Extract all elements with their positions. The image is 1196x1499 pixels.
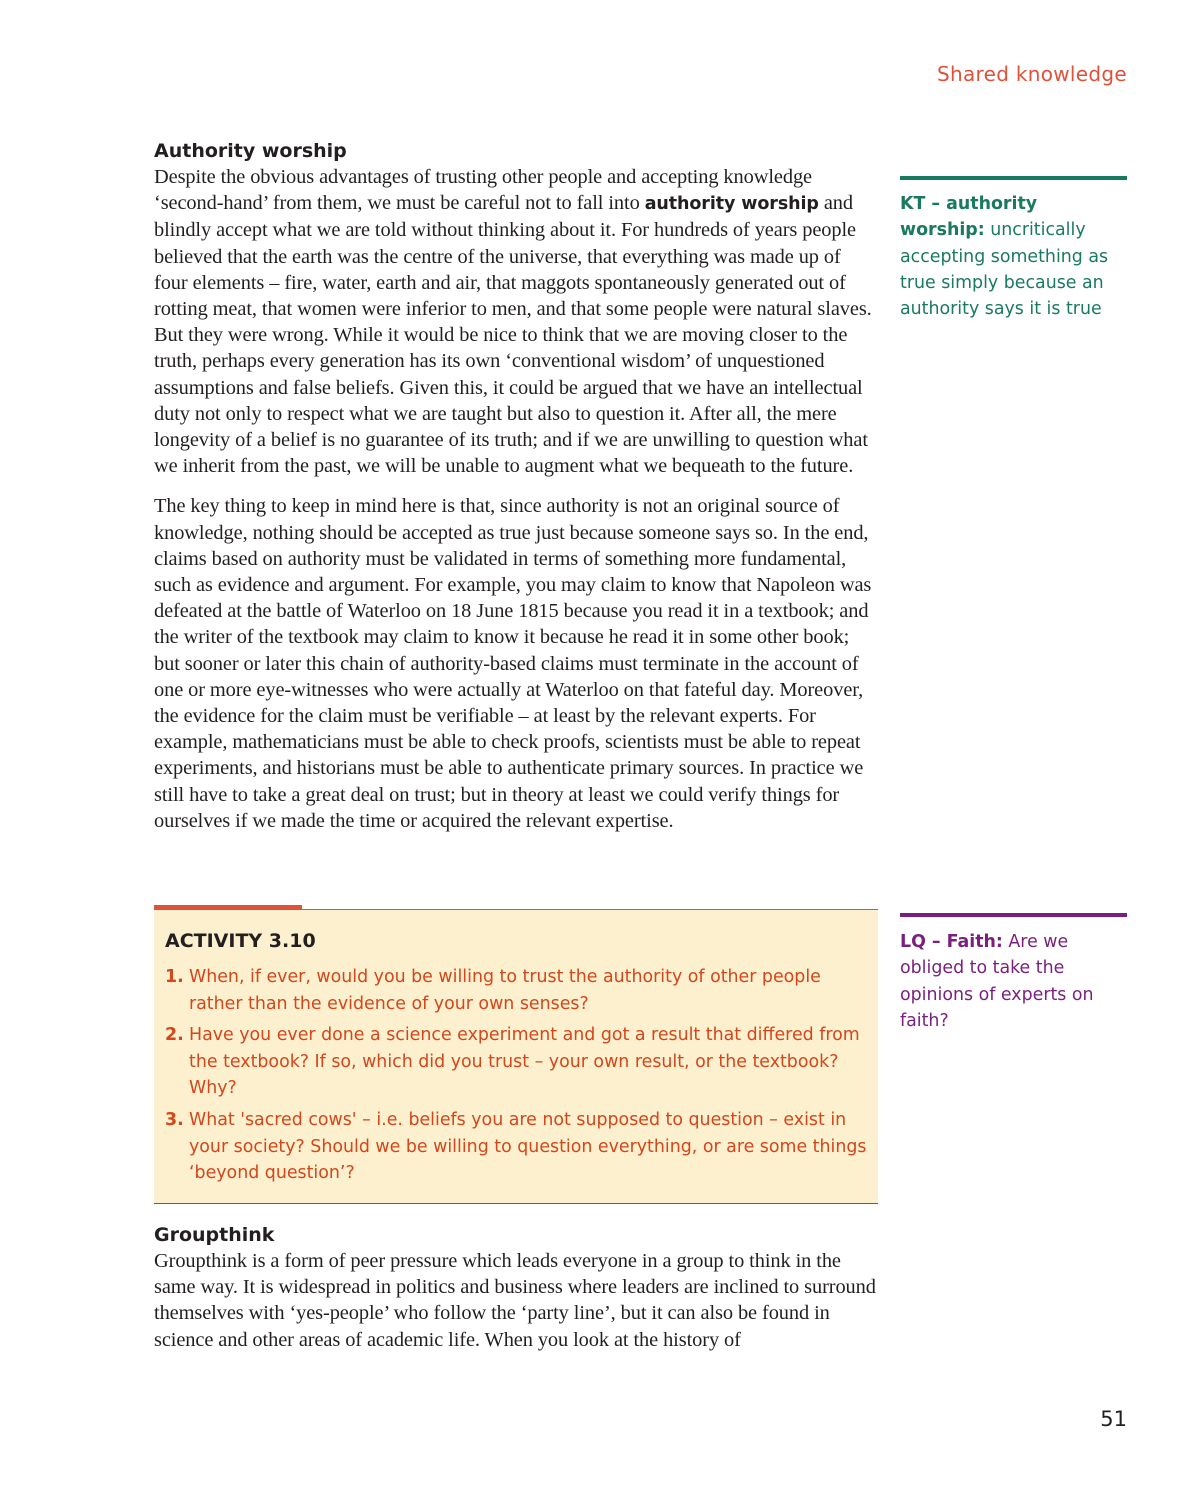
activity-item-text: What 'sacred cows' – i.e. beliefs you are not supposed to question – exist in your society? Should we be willing to question everything, or are some things ‘beyond question’?	[189, 1109, 867, 1184]
activity-item-text: Have you ever done a science experiment and got a result that differed from the textbook? If so, which did you trust – your own result, or the textbook? Why?	[189, 1025, 860, 1099]
paragraph-groupthink: Groupthink is a form of peer pressure which leads everyone in a group to think in the same way. It is widespread in politics and business where leaders are inclined to surround themselves with ‘yes-people’ who follow the ‘party line’, but it can also be found in science and other areas of academic life. When you look at the history of	[154, 1250, 876, 1351]
running-header: Shared knowledge	[937, 62, 1127, 86]
section-heading-authority-worship: Authority worship	[154, 140, 347, 162]
key-term-sidebar	[900, 176, 1127, 322]
activity-item-text: When, if ever, would you be willing to trust the authority of other people rather than the evidence of your own senses?	[189, 967, 821, 1014]
paragraph-text: and blindly accept what we are told without thinking about it. For hundreds of years people believed that the earth was the centre of the universe, that everything was made up of four elements – fire, water, earth and air, that maggots spontaneously generated out of rotting meat, that women were inferior to men, and that some people were natural slaves. But they were wrong. While it would be nice to think that we are moving closer to the truth, perhaps every generation has its own ‘conventional wisdom’ of unquestioned assumptions and false beliefs. Given this, it could be argued that we have an intellectual duty not only to respect what we are taught but also to question it. After all, the mere longevity of a belief is no guarantee of its truth; and if we are unwilling to question what we inherit from the past, we will be unable to augment what we bequeath to the future.	[154, 192, 872, 478]
key-term-label: KT – authority worship:	[900, 194, 1038, 241]
section-heading-groupthink: Groupthink	[154, 1224, 275, 1246]
main-column	[154, 138, 878, 834]
paragraph-text: Despite the obvious advantages of trusting other people and accepting knowledge ‘second-hand’ from them, we must be careful not to fall into	[154, 166, 813, 215]
activity-item-number: 3.	[165, 1109, 184, 1130]
groupthink-section	[154, 1222, 878, 1353]
activity-title: ACTIVITY 3.10	[165, 930, 316, 952]
activity-item	[165, 964, 870, 1017]
activity-accent-bar	[154, 905, 302, 910]
activity-item-number: 1.	[165, 967, 184, 987]
activity-list	[165, 964, 870, 1192]
key-term-definition: uncritically accepting something as true simply because an authority says it is true	[900, 220, 1109, 320]
activity-item	[165, 1107, 870, 1187]
key-term-authority-worship: authority worship	[644, 194, 819, 215]
page-number: 51	[1100, 1407, 1127, 1431]
linking-question-sidebar	[900, 913, 1127, 1034]
paragraph-authority-worship-2: The key thing to keep in mind here is that, since authority is not an original source of knowledge, nothing should be accepted as true just because someone says so. In the end, claims based on authority must be validated in terms of something more fundamental, such as evidence and argument. For example, you may claim to know that Napoleon was defeated at the battle of Waterloo on 18 June 1815 because you read it in a textbook; and the writer of the textbook may claim to know it because he read it in some other book; but sooner or later this chain of authority-based claims must terminate in the account of one or more eye-witnesses who were actually at Waterloo on that fateful day. Moreover, the evidence for the claim must be verifiable – at least by the relevant experts. For example, mathematicians must be able to check proofs, scientists must be able to repeat experiments, and historians must be able to authenticate primary sources. In practice we still have to take a great deal on trust; but in theory at least we could verify things for ourselves if we made the time or acquired the relevant expertise.	[154, 495, 872, 832]
activity-item-number: 2.	[165, 1025, 184, 1046]
linking-question-text: Are we obliged to take the opinions of experts on faith?	[900, 932, 1094, 1031]
activity-box	[154, 909, 878, 1204]
activity-item	[165, 1022, 870, 1102]
paragraph-authority-worship-1	[154, 164, 878, 479]
linking-question-label: LQ – Faith:	[900, 932, 1003, 952]
